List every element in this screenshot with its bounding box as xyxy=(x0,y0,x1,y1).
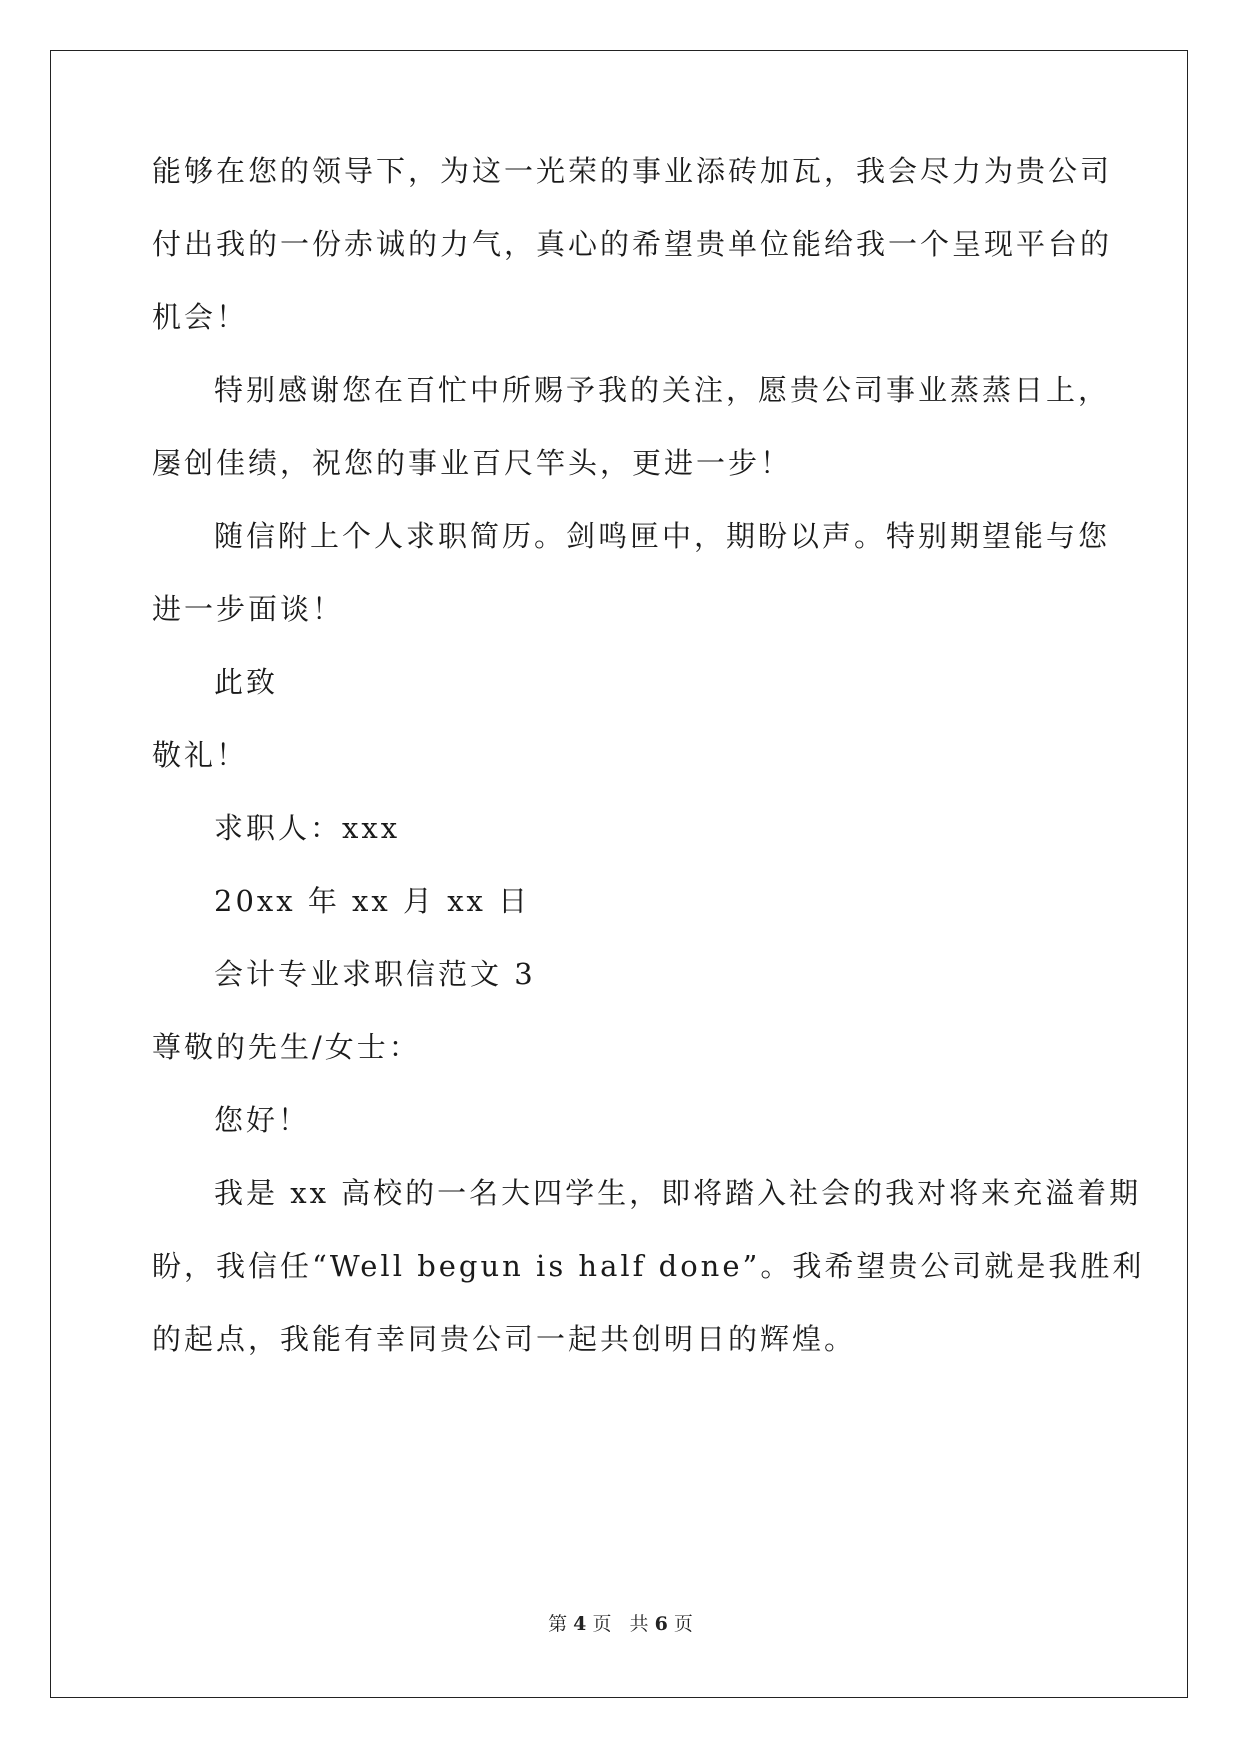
greeting-line: 您好！ xyxy=(214,1103,311,1137)
text-line: 付出我的一份赤诚的力气，真心的希望贵单位能给我一个呈现平台的 xyxy=(152,227,1113,261)
salutation-line: 尊敬的先生/女士： xyxy=(152,1030,421,1064)
text-line: 盼，我信任“Well begun is half done”。我希望贵公司就是我胜利 xyxy=(152,1249,1145,1283)
text-line: 进一步面谈！ xyxy=(152,592,345,626)
closing-line: 敬礼！ xyxy=(152,738,249,772)
text-line: 能够在您的领导下，为这一光荣的事业添砖加瓦，我会尽力为贵公司 xyxy=(152,154,1113,188)
text-line: 机会！ xyxy=(152,300,249,334)
footer-suffix: 页 xyxy=(673,1613,693,1635)
page-footer xyxy=(0,1612,1241,1636)
text-line: 特别感谢您在百忙中所赐予我的关注，愿贵公司事业蒸蒸日上， xyxy=(214,373,1111,407)
signature-line: 求职人：xxx xyxy=(214,811,401,845)
date-line: 20xx 年 xx 月 xx 日 xyxy=(214,884,531,918)
total-pages-number: 6 xyxy=(654,1613,668,1635)
text-line: 的起点，我能有幸同贵公司一起共创明日的辉煌。 xyxy=(152,1322,857,1356)
footer-middle: 页 共 xyxy=(592,1613,649,1635)
section-title: 会计专业求职信范文 3 xyxy=(214,957,536,991)
text-line: 随信附上个人求职简历。剑鸣匣中，期盼以声。特别期望能与您 xyxy=(214,519,1111,553)
current-page-number: 4 xyxy=(573,1613,587,1635)
footer-prefix: 第 xyxy=(548,1613,568,1635)
closing-line: 此致 xyxy=(214,665,279,699)
text-line: 屡创佳绩，祝您的事业百尺竿头，更进一步！ xyxy=(152,446,793,480)
text-line: 我是 xx 高校的一名大四学生，即将踏入社会的我对将来充溢着期 xyxy=(214,1176,1142,1210)
